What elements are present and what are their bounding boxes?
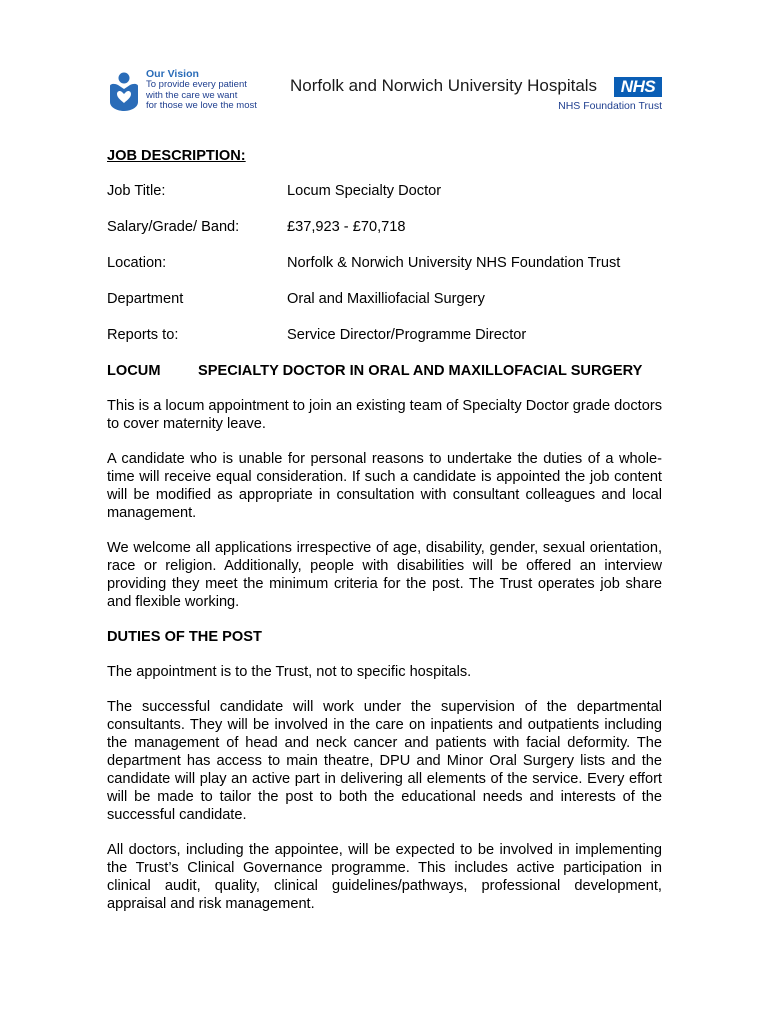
paragraph: We welcome all applications irrespective of age, disability, gender, sexual orientation, race or religion. Additionally, people with disabilities will be offered an interview providing they meet the minimum criteria for the post. The Trust operates job share and flexible working. (107, 540, 662, 610)
field-row (107, 326, 662, 344)
field-row (107, 290, 662, 308)
field-label: Location: (107, 255, 167, 271)
paragraph: All doctors, including the appointee, will be expected to be involved in implementing the Trust’s Clinical Governance programme. This includes active participation in clinical audit, quality, clinical guidelines/pathways, professional development, appraisal and risk management. (107, 842, 662, 912)
field-label: Job Title: (107, 183, 166, 199)
heart-hands-icon (106, 72, 142, 112)
vision-title: Our Vision (146, 68, 199, 80)
field-value: Service Director/Programme Director (287, 327, 527, 343)
post-title (107, 362, 662, 380)
nhs-logo: NHS (614, 77, 662, 97)
field-label: Salary/Grade/ Band: (107, 219, 240, 235)
document-body (107, 147, 662, 913)
page-title: JOB DESCRIPTION: (107, 148, 246, 164)
section-heading: DUTIES OF THE POST (107, 629, 262, 645)
field-value: Oral and Maxilliofacial Surgery (287, 291, 485, 307)
vision-line: for those we love the most (146, 100, 257, 111)
paragraph: The successful candidate will work under the supervision of the departmental consultants. They will be involved in the care on inpatients and outpatients including the management of head and neck cancer and patients with facial deformity. The department has access to main theatre, DPU and Minor Oral Surgery lists and the candidate will play an active part in delivering all elements of the service. Every effort will be made to tailor the post to both the educational needs and interests of the successful candidate. (107, 699, 662, 823)
field-label: Reports to: (107, 327, 179, 343)
field-value: Locum Specialty Doctor (287, 183, 442, 199)
paragraph: The appointment is to the Trust, not to specific hospitals. (107, 664, 472, 680)
vision-logo (106, 68, 256, 112)
vision-text (146, 68, 286, 112)
paragraph: This is a locum appointment to join an existing team of Specialty Doctor grade doctors to cover maternity leave. (107, 398, 662, 432)
job-details (107, 182, 662, 344)
field-value: £37,923 - £70,718 (287, 219, 406, 235)
org-subtitle: NHS Foundation Trust (558, 100, 662, 112)
post-title-prefix: LOCUM (107, 363, 161, 379)
vision-line: with the care we want (146, 89, 238, 101)
field-value: Norfolk & Norwich University NHS Foundation Trust (287, 255, 621, 271)
field-row (107, 254, 662, 272)
vision-line: To provide every patient (146, 79, 247, 90)
org-name: Norfolk and Norwich University Hospitals (290, 76, 598, 95)
field-row (107, 218, 662, 236)
field-row (107, 182, 662, 200)
org-header (290, 76, 670, 116)
post-title-main: SPECIALTY DOCTOR IN ORAL AND MAXILLOFACIAL SURGERY (198, 363, 643, 379)
field-label: Department (107, 291, 184, 307)
paragraph: A candidate who is unable for personal reasons to undertake the duties of a whole-time will receive equal consideration. If such a candidate is appointed the job content will be modified as appropriate in consultation with consultant colleagues and local management. (107, 451, 662, 521)
